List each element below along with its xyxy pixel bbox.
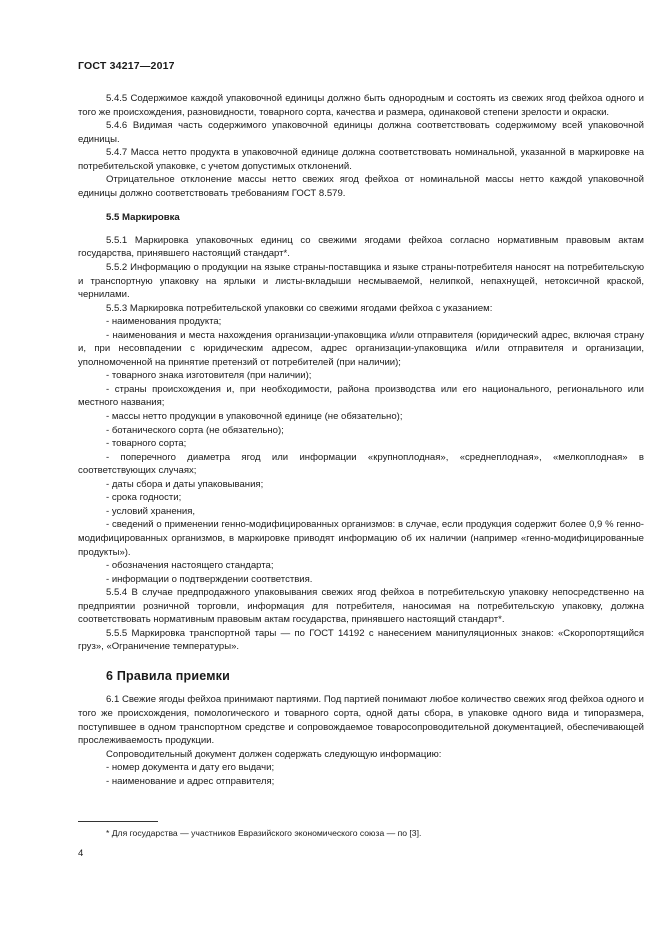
list-item: - массы нетто продукции в упаковочной единице (не обязательно); — [106, 411, 403, 423]
list-item: - товарного сорта; — [106, 438, 187, 450]
paragraph: 5.5.1 Маркировка упаковочных единиц со свежими ягодами фейхоа согласно нормативным правовым актам государства, принявшего настоящий стандарт*. — [78, 234, 644, 260]
paragraph: 5.5.2 Информацию о продукции на языке страны-поставщика и языке страны-потребителя наносят на потребительскую и транспортную упаковку на ярлыки и листы-вкладыши несмываемой, нелипкой, непахнущей, нетоксичной краской, чернилами. — [78, 262, 644, 301]
list-item: - номер документа и дату его выдачи; — [106, 762, 275, 774]
list-item: - срока годности; — [106, 492, 182, 504]
paragraph: 5.5.3 Маркировка потребительской упаковки со свежими ягодами фейхоа с указанием: — [106, 302, 493, 314]
page-number: 4 — [78, 848, 84, 859]
list-item: - наименования продукта; — [106, 316, 222, 328]
paragraph: 5.5.5 Маркировка транспортной тары — по ГОСТ 14192 с нанесением манипуляционных знаков: «Скоропортящийся груз», «Ограничение температуры». — [78, 627, 644, 653]
list-item: - наименование и адрес отправителя; — [106, 775, 275, 787]
doc-header: ГОСТ 34217—2017 — [78, 60, 175, 72]
list-item: - условий хранения, — [106, 505, 196, 517]
paragraph: 5.4.5 Содержимое каждой упаковочной единицы должно быть однородным и состоять из свежих ягод фейхоа одного и того же происхождения, разновидности, товарного сорта, качества и размера, одинаковой степени зрелости и окраски. — [78, 93, 644, 118]
section-title: 5.5 Маркировка — [106, 212, 180, 224]
list-item: - информации о подтверждении соответствия. — [106, 573, 313, 585]
document-body — [78, 92, 644, 788]
paragraph: 5.5.4 В случае предпродажного упаковывания свежих ягод фейхоа в потребительскую упаковку непосредственно на предприятии розничной торговли, информация для потребителя, наносимая на потребительскую упаковку, должна соответствовать нормативным правовым актам государства, принявшего настоящий стандарт*. — [78, 587, 644, 626]
paragraph: Отрицательное отклонение массы нетто свежих ягод фейхоа от номинальной массы нетто каждой упаковочной единицы должно соответствовать требованиям ГОСТ 8.579. — [78, 174, 644, 199]
footnote: * Для государства — участников Евразийского экономического союза — по [3]. — [106, 828, 422, 838]
paragraph: Сопроводительный документ должен содержать следующую информацию: — [106, 748, 442, 760]
list-item: - сведений о применении генно-модифицированных организмов: в случае, если продукция содержит более 0,9 % генно-модифицированных организмов, в маркировке приводят информацию об их наличии (например «генно-модифицированные продукты»). — [78, 519, 644, 558]
paragraph: 5.4.6 Видимая часть содержимого упаковочной единицы должна соответствовать содержимому всей упаковочной единицы. — [78, 120, 644, 145]
list-item: - даты сбора и даты упаковывания; — [106, 478, 264, 490]
list-item: - страны происхождения и, при необходимости, района производства или его национального, регионального или местного названия; — [78, 383, 644, 409]
paragraph: 6.1 Свежие ягоды фейхоа принимают партиями. Под партией понимают любое количество свежих ягод фейхоа одного и того же происхождения, помологического и товарного сорта, одной даты сбора, в упаковке одного вида и типоразмера, поступившее в одном транспортном средстве и сопровождаемое товаросопроводительной документацией, обеспечивающей прослеживаемость продукции. — [78, 694, 644, 747]
paragraph: 5.4.7 Масса нетто продукта в упаковочной единице должна соответствовать номинальной, указанной в маркировке на потребительской упаковке, с учетом допустимых отклонений. — [78, 147, 644, 172]
section-title: 6 Правила приемки — [106, 668, 230, 683]
list-item: - наименования и места нахождения организации-упаковщика и/или отправителя (юридический адрес, включая страну и, при несовпадении с юридическим адресом, адрес организации-упаковщика и/или отправителя и организации, уполномоченной на принятие претензий от потребителей (при наличии); — [78, 329, 644, 368]
list-item: - поперечного диаметра ягод или информации «крупноплодная», «среднеплодная», «мелкоплодная» в соответствующих случаях; — [78, 451, 644, 477]
list-item: - товарного знака изготовителя (при наличии); — [106, 370, 312, 382]
list-item: - обозначения настоящего стандарта; — [106, 560, 274, 572]
footnote-divider — [78, 821, 158, 822]
list-item: - ботанического сорта (не обязательно); — [106, 424, 284, 436]
